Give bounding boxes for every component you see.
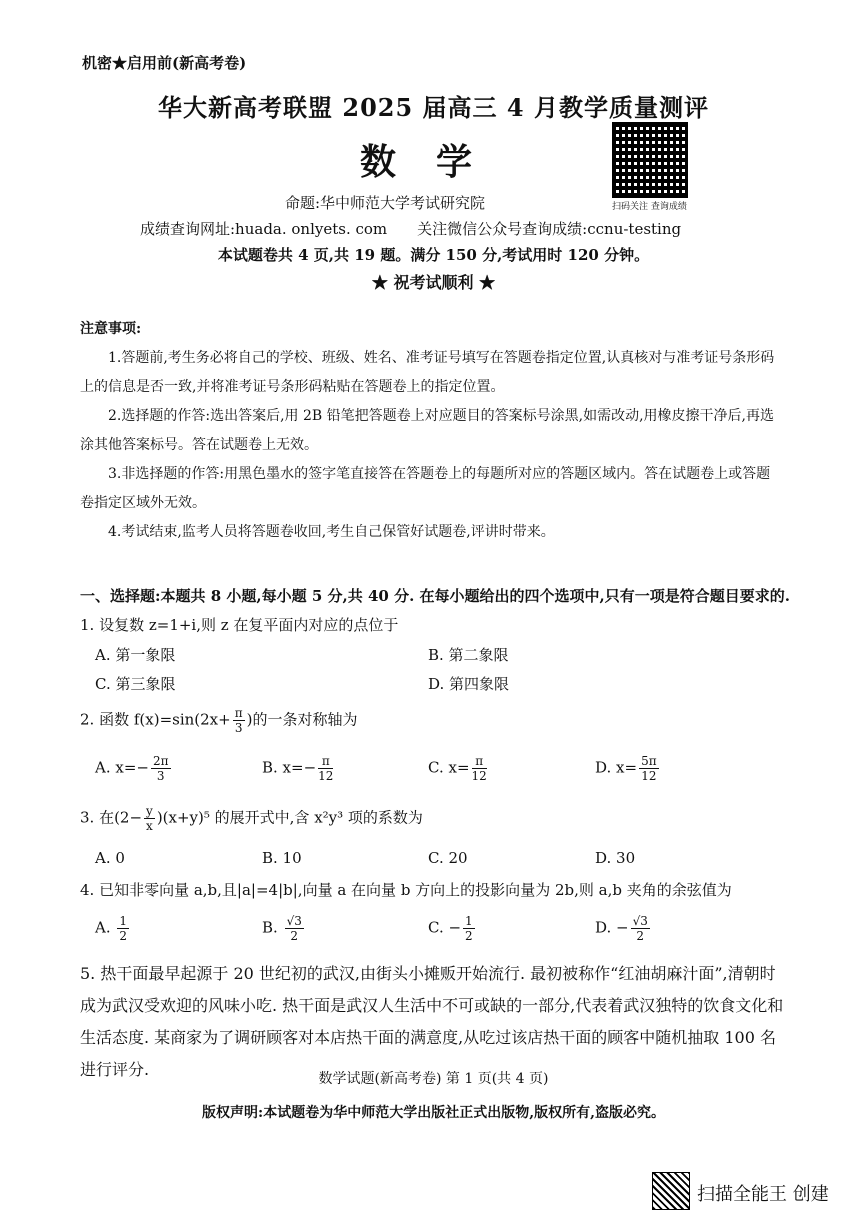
question-4-stem: 4. 已知非零向量 a,b,且|a|=4|b|,向量 a 在向量 b 方向上的投影向量为 2b,则 a,b 夹角的余弦值为 — [80, 881, 732, 899]
q2-option-c: C. x= $\frac{\pi}{12}$ — [428, 754, 487, 783]
qr-code-icon[interactable] — [612, 122, 688, 198]
q1-option-c: C. 第三象限 — [95, 675, 176, 693]
question-1-stem: 1. 设复数 z=1+i,则 z 在复平面内对应的点位于 — [80, 616, 399, 634]
q3-option-d: D. 30 — [595, 849, 636, 867]
scanner-qr-icon — [652, 1172, 690, 1210]
q4-option-a: A. $\frac{1}{2}$ — [95, 914, 128, 943]
contact-line — [140, 218, 681, 239]
notice-list — [80, 344, 780, 547]
q3-option-c: C. 20 — [428, 849, 468, 867]
q2-option-d: D. x= $\frac{5\pi}{12}$ — [595, 754, 657, 783]
q2-option-b: B. x=− $\frac{\pi}{12}$ — [262, 754, 334, 783]
page-footer: 数学试题(新高考卷) 第 1 页(共 4 页) — [318, 1071, 549, 1087]
good-luck: ★ 祝考试顺利 ★ — [371, 273, 496, 292]
subject-title: 数学 — [360, 141, 513, 183]
q1-option-b: B. 第二象限 — [428, 646, 509, 664]
notice-item: 1.答题前,考生务必将自己的学校、班级、姓名、准考证号填写在答题卷指定位置,认真核对与准考证号条形码上的信息是否一致,并将准考证号条形码粘贴在答题卷上的指定位置。 — [80, 350, 775, 395]
author-line: 命题:华中师范大学考试研究院 — [285, 194, 486, 212]
exam-info: 本试题卷共 4 页,共 19 题。满分 150 分,考试用时 120 分钟。 — [217, 246, 650, 264]
question-5-stem: 5. 热干面最早起源于 20 世纪初的武汉,由街头小摊贩开始流行. 最初被称作“红油胡麻汁面”,清朝时成为武汉受欢迎的风味小吃. 热干面是武汉人生活中不可或缺的一部分,代表着武汉独特的饮食文化和生活态度. 某商家为了调研顾客对本店热干面的满意度,从吃过该店热干面的顾客中随机抽取 100 名进行评分. — [80, 964, 784, 1079]
question-2-stem — [80, 706, 357, 735]
q2-stem-text-end: )的一条对称轴为 — [246, 710, 358, 729]
q4-option-c: C. − $\frac{1}{2}$ — [428, 914, 473, 943]
q1-option-d: D. 第四象限 — [428, 675, 510, 693]
notice-title: 注意事项: — [80, 321, 142, 337]
q3-option-a: A. 0 — [95, 849, 125, 867]
q4-option-b: B. $\frac{√3}{2}$ — [262, 914, 302, 943]
wechat-info: 关注微信公众号查询成绩:ccnu-testing — [417, 220, 682, 238]
frac-den: 3 — [234, 721, 243, 735]
q3-option-b: B. 10 — [262, 849, 302, 867]
q2-stem-text: 2. 函数 f(x)=sin(2x+ — [80, 710, 231, 729]
q1-option-a: A. 第一象限 — [95, 646, 176, 664]
copyright-notice: 版权声明:本试题卷为华中师范大学出版社正式出版物,版权所有,盗版必究。 — [202, 1105, 665, 1121]
scanner-watermark: 扫描全能王 创建 — [697, 1184, 829, 1205]
qr-label: 扫码关注 查询成绩 — [612, 202, 687, 212]
question-3-stem: 3. 在(2− $\frac{y}{x}$ )(x+y)⁵ 的展开式中,含 x²y³ 项的系数为 — [80, 804, 423, 833]
q2-fraction — [233, 706, 245, 735]
q4-option-d: D. − $\frac{√3}{2}$ — [595, 914, 648, 943]
exam-title: 华大新高考联盟 2025 届高三 4 月教学质量测评 — [158, 93, 709, 122]
frac-num: π — [234, 706, 243, 720]
score-site: 成绩查询网址:huada. onlyets. com — [140, 220, 388, 238]
notice-item: 3.非选择题的作答:用黑色墨水的签字笔直接答在答题卷上的每题所对应的答题区域内。答在试题卷上或答题卷指定区域外无效。 — [80, 466, 771, 511]
notice-item: 4.考试结束,监考人员将答题卷收回,考生自己保管好试题卷,评讲时带来。 — [108, 524, 555, 540]
q2-option-a: A. x=− $\frac{2\pi}{3}$ — [95, 754, 169, 783]
confidential-mark: 机密★启用前(新高考卷) — [82, 54, 247, 72]
notice-item: 2.选择题的作答:选出答案后,用 2B 铅笔把答题卷上对应题目的答案标号涂黑,如需改动,用橡皮擦干净后,再选涂其他答案标号。答在试题卷上无效。 — [80, 408, 774, 453]
section-heading: 一、选择题:本题共 8 小题,每小题 5 分,共 40 分. 在每小题给出的四个选项中,只有一项是符合题目要求的. — [80, 587, 790, 605]
